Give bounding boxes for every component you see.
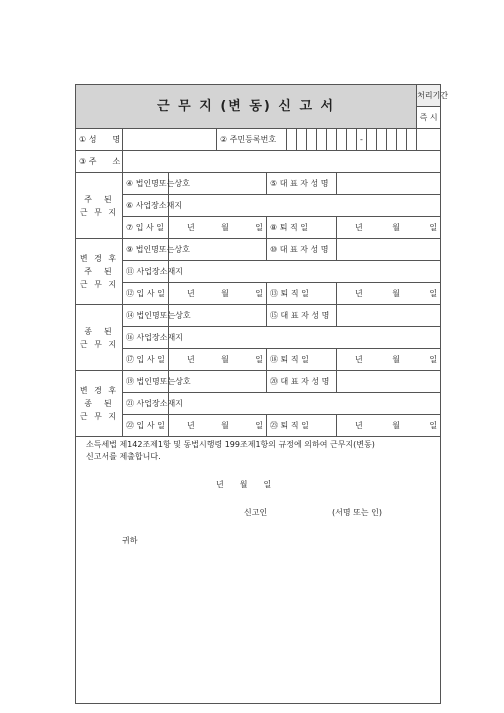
rrn-digit[interactable] (327, 129, 337, 151)
rrn-digit[interactable] (377, 129, 387, 151)
section-header-line: 근 무 지 (79, 339, 119, 349)
year-unit: 년 (187, 222, 195, 232)
rrn-digit[interactable] (307, 129, 317, 151)
form-title: 근 무 지 (변 동) 신 고 서 (76, 85, 417, 129)
year-unit: 년 (355, 222, 363, 232)
leave-date-label: ⑱ 퇴 직 일 (267, 349, 337, 371)
representative-label: ⑤ 대 표 자 성 명 (267, 173, 337, 195)
rrn-digit[interactable] (287, 129, 297, 151)
day-unit: 일 (255, 420, 263, 430)
business-address-field[interactable] (169, 327, 441, 349)
section-header (76, 371, 123, 437)
day-unit: 일 (255, 288, 263, 298)
year-unit: 년 (355, 288, 363, 298)
declaration-text-line2: 신고서를 제출합니다. (86, 452, 161, 461)
day-unit: 일 (429, 420, 438, 430)
day-unit: 일 (255, 354, 263, 364)
processing-period-label: 처리기간 (417, 85, 441, 107)
declaration-text-line1: 소득세법 제142조제1항 및 동법시행령 199조제1항의 규정에 의하여 근무지(변동) (86, 440, 375, 449)
rrn-digit[interactable] (347, 129, 357, 151)
rrn-label: ② 주민등록번호 (217, 129, 287, 151)
month-unit: 월 (221, 288, 229, 298)
leave-date-field[interactable] (337, 349, 441, 371)
section-header-line: 근 무 지 (79, 412, 119, 421)
join-date-field[interactable] (169, 217, 267, 239)
year-unit: 년 (187, 354, 195, 364)
declaration-area (76, 437, 441, 704)
name-field[interactable] (123, 129, 217, 151)
month-unit: 월 (392, 420, 400, 430)
leave-date-label: ⑧ 퇴 직 일 (267, 217, 337, 239)
business-address-field[interactable] (169, 261, 441, 283)
section-header-line: 변 경 후 (79, 386, 119, 395)
month-unit: 월 (221, 354, 229, 364)
rrn-digit[interactable] (397, 129, 407, 151)
name-label: ① 성 명 (76, 129, 123, 151)
rrn-digit[interactable] (367, 129, 377, 151)
section-header-line: 주 된 (84, 194, 114, 204)
day-unit: 일 (255, 222, 263, 232)
month-unit: 월 (392, 288, 400, 298)
rrn-digit[interactable] (387, 129, 397, 151)
business-address-label: ⑥ 사업장소재지 (123, 195, 169, 217)
rrn-digit[interactable] (417, 129, 441, 151)
corp-name-label: ⑭ 법인명또는상호 (123, 305, 169, 327)
reporter-label: 신고인 (244, 508, 268, 517)
year-unit: 년 (187, 288, 195, 298)
year-unit: 년 (187, 420, 195, 430)
business-address-label: ⑪ 사업장소재지 (123, 261, 169, 283)
day-unit: 일 (429, 354, 438, 364)
month-unit: 월 (221, 420, 229, 430)
corp-name-label: ④ 법인명또는상호 (123, 173, 169, 195)
join-date-field[interactable] (169, 415, 267, 437)
section-header-line: 변 경 후 (79, 254, 119, 263)
representative-field[interactable] (337, 305, 441, 327)
month-unit: 월 (221, 222, 229, 232)
leave-date-field[interactable] (337, 217, 441, 239)
join-date-label: ⑦ 입 사 일 (123, 217, 169, 239)
address-label: ③ 주 소 (76, 151, 123, 173)
leave-date-field[interactable] (337, 283, 441, 305)
representative-field[interactable] (337, 371, 441, 393)
business-address-field[interactable] (169, 195, 441, 217)
day-unit: 일 (429, 222, 438, 232)
section-header-line: 종 된 (84, 399, 114, 408)
address-field[interactable] (123, 151, 441, 173)
representative-label: ⑳ 대 표 자 성 명 (267, 371, 337, 393)
join-date-field[interactable] (169, 283, 267, 305)
leave-date-label: ㉓ 퇴 직 일 (267, 415, 337, 437)
rrn-digit[interactable] (297, 129, 307, 151)
signature-hint: (서명 또는 인) (332, 508, 382, 517)
leave-date-label: ⑬ 퇴 직 일 (267, 283, 337, 305)
rrn-digit[interactable] (407, 129, 417, 151)
year-unit: 년 (355, 420, 363, 430)
section-header-line: 근 무 지 (79, 280, 119, 289)
representative-label: ⑩ 대 표 자 성 명 (267, 239, 337, 261)
rrn-digit[interactable] (337, 129, 347, 151)
representative-field[interactable] (337, 239, 441, 261)
section-header (76, 239, 123, 305)
section-header (76, 173, 123, 239)
representative-field[interactable] (337, 173, 441, 195)
report-form (75, 84, 449, 704)
section-header-line: 주 된 (84, 267, 114, 276)
declaration-date: 년 월 일 (216, 480, 272, 489)
business-address-label: ⑯ 사업장소재지 (123, 327, 169, 349)
section-header (76, 305, 123, 371)
corp-name-label: ⑲ 법인명또는상호 (123, 371, 169, 393)
representative-label: ⑮ 대 표 자 성 명 (267, 305, 337, 327)
day-unit: 일 (429, 288, 438, 298)
addressee: 귀하 (122, 536, 138, 545)
corp-name-label: ⑨ 법인명또는상호 (123, 239, 169, 261)
leave-date-field[interactable] (337, 415, 441, 437)
rrn-dash: - (357, 129, 367, 151)
business-address-label: ㉑ 사업장소재지 (123, 393, 169, 415)
join-date-label: ⑰ 입 사 일 (123, 349, 169, 371)
join-date-field[interactable] (169, 349, 267, 371)
month-unit: 월 (392, 222, 400, 232)
rrn-digit[interactable] (317, 129, 327, 151)
year-unit: 년 (355, 354, 363, 364)
section-header-line: 종 된 (84, 326, 114, 336)
join-date-label: ㉒ 입 사 일 (123, 415, 169, 437)
section-header-line: 근 무 지 (79, 207, 119, 217)
join-date-label: ⑫ 입 사 일 (123, 283, 169, 305)
business-address-field[interactable] (169, 393, 441, 415)
month-unit: 월 (392, 354, 400, 364)
processing-period-value: 즉 시 (417, 107, 441, 129)
